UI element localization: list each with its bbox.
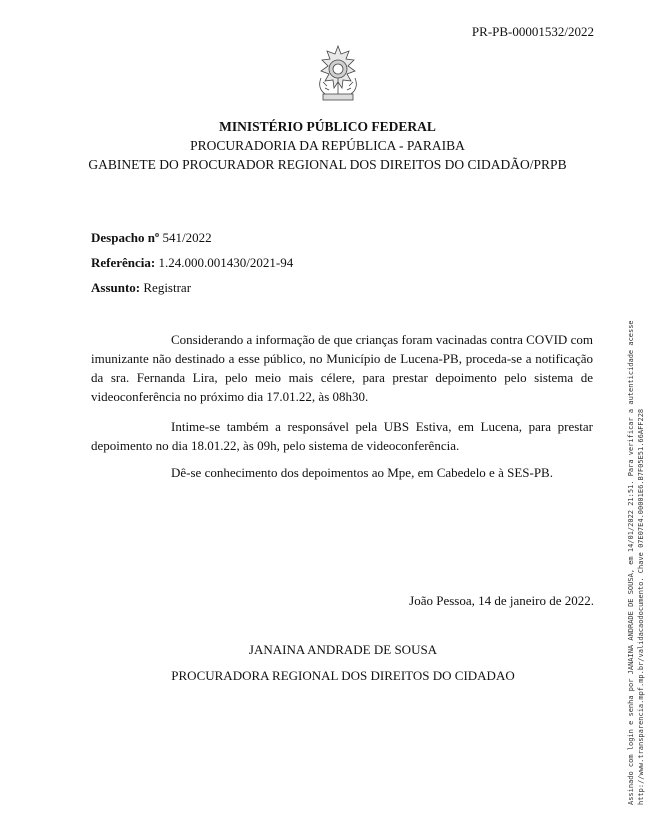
header-procuradoria: PROCURADORIA DA REPÚBLICA - PARAIBA: [190, 138, 465, 153]
brasil-coat-of-arms-icon: [313, 44, 363, 106]
referencia-label: Referência:: [91, 255, 156, 270]
despacho-value: 541/2022: [162, 230, 212, 245]
signatory-title: PROCURADORA REGIONAL DOS DIREITOS DO CIDADAO: [171, 668, 515, 683]
field-despacho: [91, 230, 212, 246]
header-gabinete: GABINETE DO PROCURADOR REGIONAL DOS DIREITOS DO CIDADÃO/PRPB: [88, 157, 567, 172]
assunto-value: Registrar: [143, 280, 192, 295]
date-line: João Pessoa, 14 de janeiro de 2022.: [409, 593, 594, 608]
paragraph-2: Intime-se também a responsável pela UBS Estiva, em Lucena, para prestar depoimento no dia 18.01.22, às 09h, pelo sistema de videoconferência.: [91, 419, 593, 453]
signatory-name: JANAINA ANDRADE DE SOUSA: [248, 642, 438, 657]
header-ministry: MINISTÉRIO PÚBLICO FEDERAL: [219, 119, 436, 134]
despacho-label: Despacho nº: [91, 230, 160, 245]
assunto-label: Assunto:: [91, 280, 141, 295]
paragraph-1: Considerando a informação de que crianças foram vacinadas contra COVID com imunizante não destinado a esse público, no Município de Lucena-PB, proceda-se a notificação da sra. Fernanda Lira, pelo meio mais célere, para prestar depoimento pelo sistema de videoconferência no próximo dia 17.01.22, às 08h30.: [91, 332, 593, 404]
document-number: PR-PB-00001532/2022: [471, 24, 594, 39]
authentication-note: [626, 195, 646, 805]
paragraph-3: Dê-se conhecimento dos depoimentos ao Mpe, em Cabedelo e à SES-PB.: [171, 465, 553, 480]
referencia-value: 1.24.000.001430/2021-94: [158, 255, 294, 270]
field-referencia: [91, 255, 293, 271]
authentication-note-line1: Assinado com login e senha por JANAINA ANDRADE DE SOUSA, em 14/01/2022 21:51. Para verificar a autenticidade acesse: [627, 320, 635, 805]
field-assunto: [91, 280, 191, 296]
authentication-note-line2: http://www.transparencia.mpf.mp.br/validacaodocumento. Chave 07E07E4.00001E6.B7F05E51.66AFF228: [637, 408, 645, 805]
